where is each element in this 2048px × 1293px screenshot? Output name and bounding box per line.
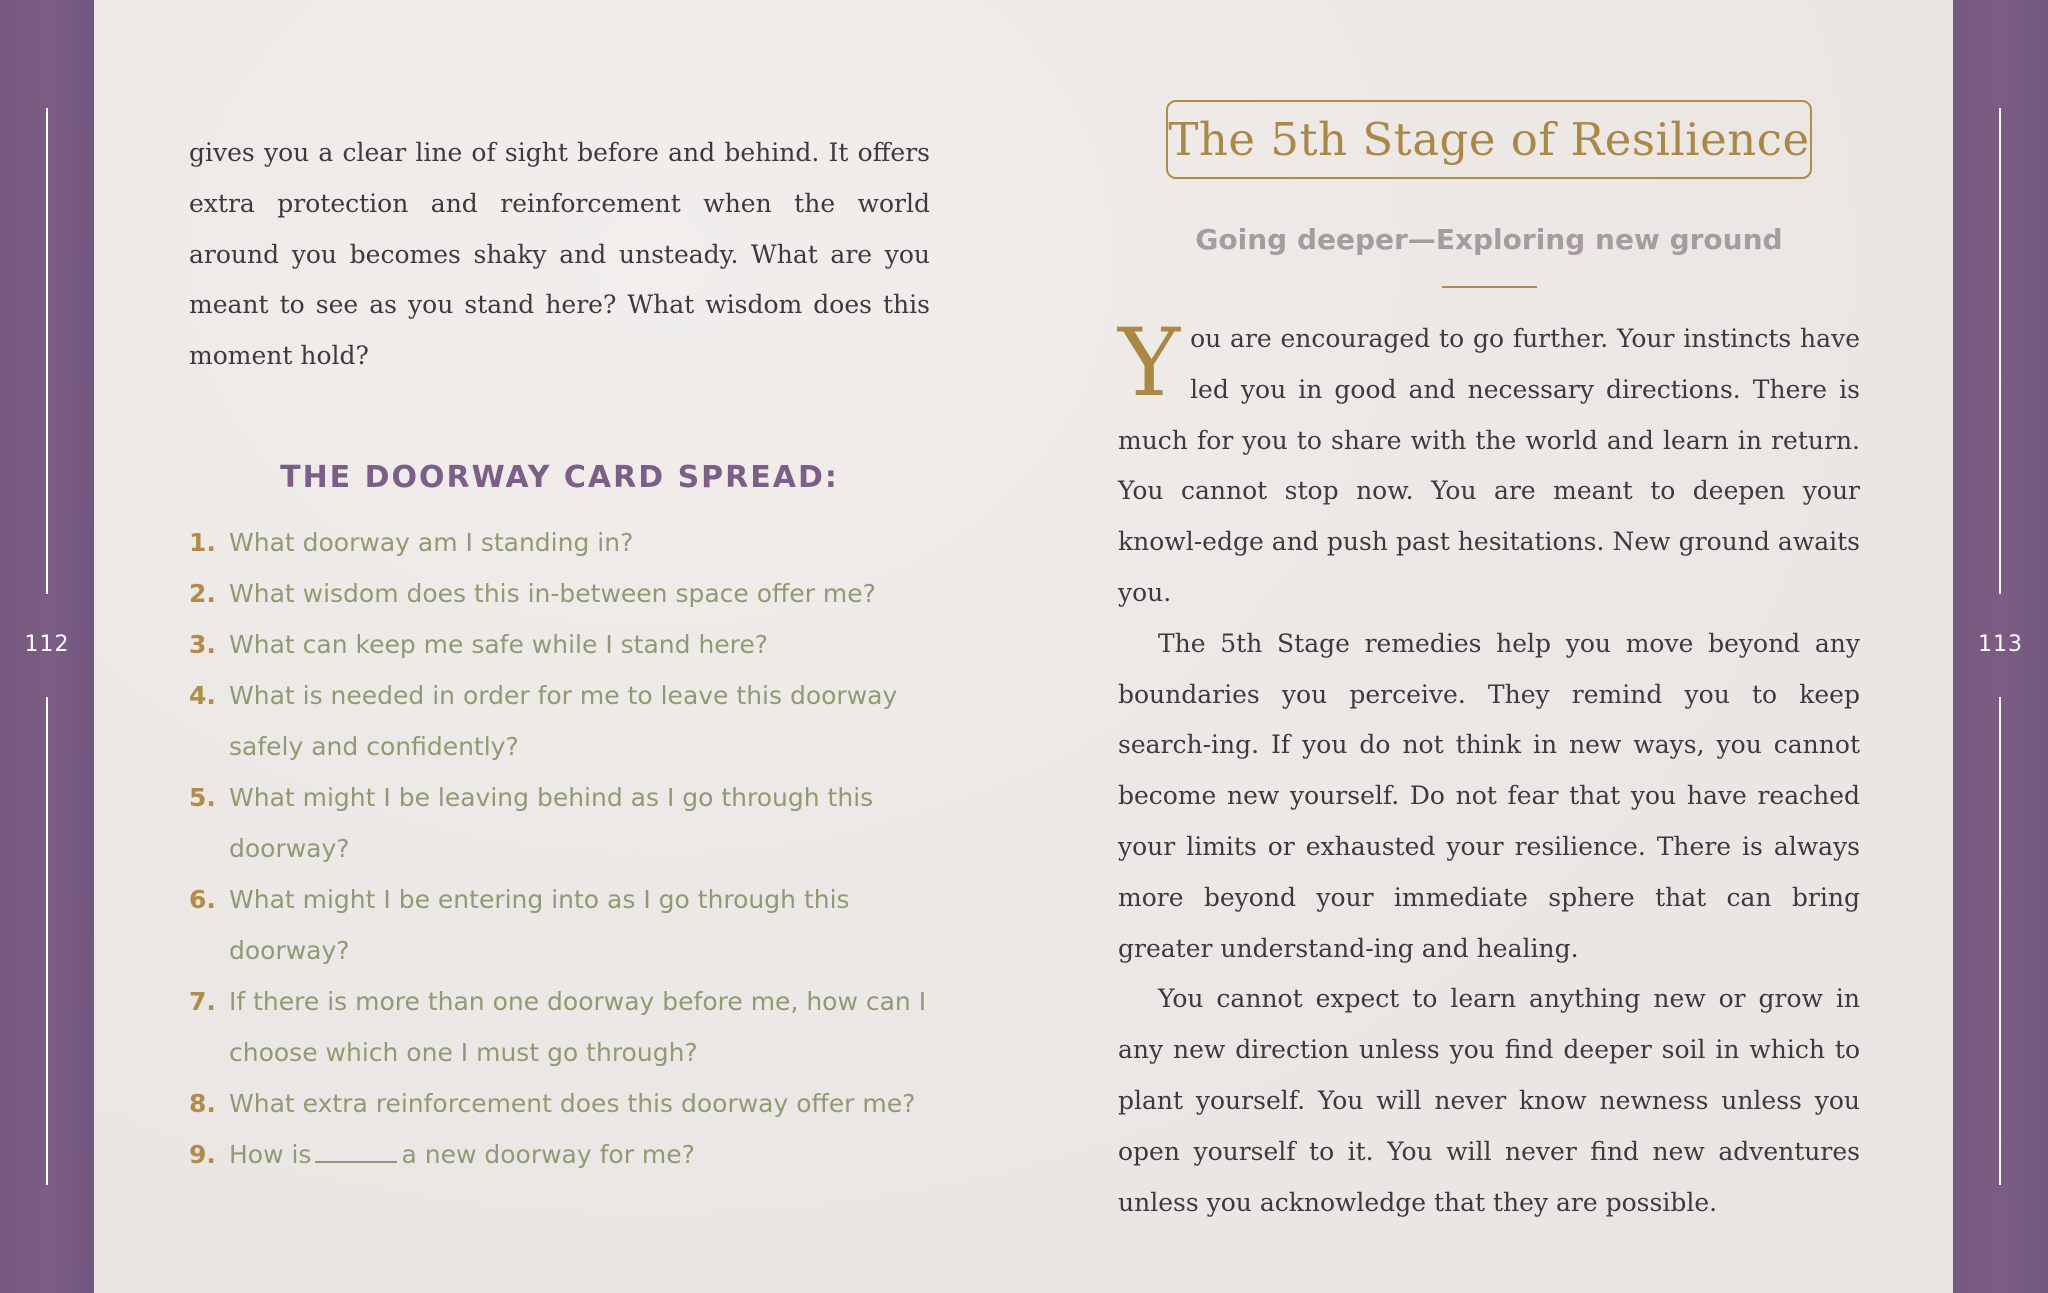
list-item (189, 874, 930, 976)
margin-rule-bottom (1999, 697, 2001, 1185)
margin-rule-top (1999, 108, 2001, 594)
question-text: What extra reinforcement does this doorway offer me? (229, 1088, 916, 1118)
chapter-subtitle: Going deeper—Exploring new ground (1195, 223, 1783, 256)
list-item (189, 619, 930, 670)
fill-in-blank (315, 1143, 397, 1163)
right-margin-band (1953, 0, 2048, 1293)
drop-cap: Y (1118, 309, 1181, 418)
paragraph-1-text: ou are encouraged to go further. Your instincts have led you in good and necessary directions. There is much for you to share with the world and learn in return. You cannot stop now. You are meant to deepen your knowl-edge and push past hesitations. New ground awaits you. (1118, 324, 1860, 607)
list-item (189, 568, 930, 619)
left-page-paragraph: gives you a clear line of sight before and behind. It offers extra protection and reinforcement when the world around you becomes shaky and unsteady. What are you meant to see as you stand here? What wisdom does this moment hold? (189, 138, 930, 371)
right-page (1118, 100, 1860, 1228)
list-item (189, 1078, 930, 1129)
paragraph-1 (1118, 309, 1860, 619)
list-item (189, 670, 930, 772)
subtitle-divider (1442, 286, 1537, 288)
question-text-before: How is (229, 1139, 312, 1169)
margin-rule-top (46, 108, 48, 594)
list-item (189, 517, 930, 568)
paragraph-2: The 5th Stage remedies help you move beyond any boundaries you perceive. They remind you to keep search-ing. If you do not think in new ways, you cannot become new yourself. Do not fear that you have reached your limits or exhausted your resilience. There is always more beyond your immediate sphere that can bring greater understand-ing and healing. (1118, 628, 1860, 963)
list-item (189, 976, 930, 1078)
question-text-after: a new doorway for me? (401, 1139, 695, 1169)
question-number: 4. (189, 680, 216, 710)
question-number: 7. (189, 986, 216, 1016)
question-number: 2. (189, 578, 216, 608)
question-text: What can keep me safe while I stand here? (229, 629, 769, 659)
question-text: What wisdom does this in-between space offer me? (229, 578, 876, 608)
question-text: What doorway am I standing in? (229, 527, 634, 557)
question-number: 3. (189, 629, 216, 659)
question-number: 9. (189, 1139, 216, 1169)
list-item (189, 772, 930, 874)
margin-rule-bottom (46, 697, 48, 1185)
left-margin-band (0, 0, 94, 1293)
question-number: 8. (189, 1088, 216, 1118)
chapter-title: The 5th Stage of Resilience (1166, 100, 1812, 179)
question-text: If there is more than one doorway before me, how can I choose which one I must go through? (229, 986, 927, 1067)
page-number-right: 113 (1978, 632, 2023, 657)
list-item (189, 1129, 930, 1180)
left-page (189, 128, 930, 1180)
spread-title: THE DOORWAY CARD SPREAD: (280, 459, 839, 495)
question-text: What might I be entering into as I go through this doorway? (229, 884, 850, 965)
question-number: 6. (189, 884, 216, 914)
question-list (189, 517, 930, 1180)
page-number-left: 112 (24, 632, 70, 657)
question-number: 5. (189, 782, 216, 812)
question-number: 1. (189, 527, 216, 557)
paragraph-3: You cannot expect to learn anything new or grow in any new direction unless you find deeper soil in which to plant yourself. You will never know newness unless you open yourself to it. You will never find new adventures unless you acknowledge that they are possible. (1118, 984, 1860, 1217)
question-text: What might I be leaving behind as I go through this doorway? (229, 782, 874, 863)
chapter-body (1118, 309, 1860, 1228)
question-text: What is needed in order for me to leave this doorway safely and confidently? (229, 680, 898, 761)
